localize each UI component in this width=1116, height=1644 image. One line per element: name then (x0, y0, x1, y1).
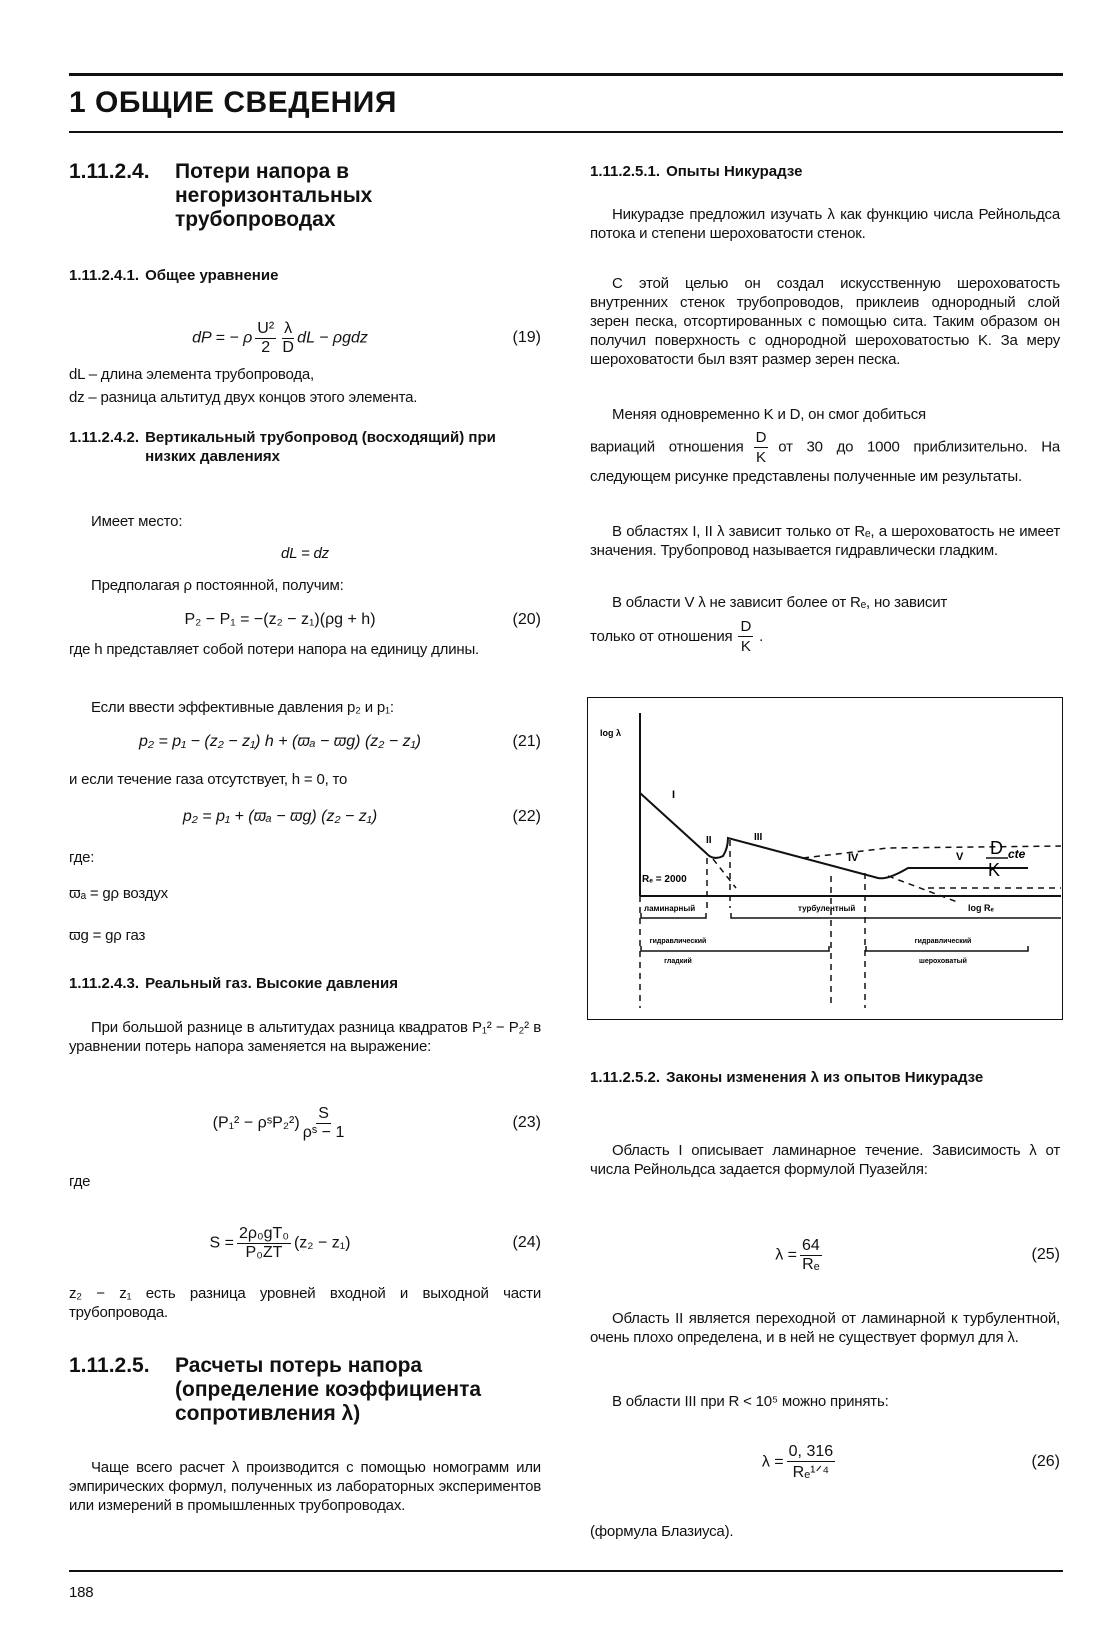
paragraph: Предполагая ρ постоянной, получим: (91, 577, 344, 594)
paragraph: только от отношения $\frac{D}{K}$ . (590, 618, 764, 655)
region-label: II (706, 835, 712, 846)
paragraph: вариаций отношения $\frac{D}{K}$ от 30 до 1000 приблизительно. На следующем рисунке представлены полученные им результаты. (590, 429, 1060, 485)
x-axis-label: log Rₑ (968, 903, 994, 913)
region-label: III (754, 832, 763, 843)
svg-text:гладкий: гладкий (664, 958, 692, 965)
paragraph: Никурадзе предложил изучать λ как функцию числа Рейнольдса потока и степени шероховатости стенок. (590, 206, 1060, 242)
footer-rule (69, 1570, 1063, 1572)
paragraph: dz – разница альтитуд двух концов этого элемента. (69, 389, 418, 406)
paragraph: В области V λ не зависит более от Rₑ, но зависит (612, 594, 948, 611)
equation-26: λ = $\frac{0, 316}{\text{Rₑ¹ᐟ⁴}}$ (26) (761, 1442, 1060, 1481)
paragraph: ϖg = gρ газ (69, 927, 146, 944)
fraction-d-over-k: $\frac{D}{K}$ (755, 429, 767, 466)
region-label: I (672, 789, 676, 801)
page-number: 188 (69, 1584, 94, 1601)
subsection-heading: 1.11.2.5.2. Законы изменения λ из опытов Никурадзе (590, 1069, 984, 1086)
paragraph: С этой целью он создал искусственную шероховатость внутренних стенок трубопроводов, приклеив однородный слой зерен песка, отсортированных с помощью сита. Таким образом он получил поверхность с однородной шероховатостью K. За меру шероховатости был взят размер зерен песка. (590, 275, 1060, 368)
paragraph: В области III при R < 10⁵ можно принять: (612, 1393, 889, 1410)
equation-19: dP = − ρ $\frac{\text{U²}}{2}$ $\frac{\lambda}{D}$ dL − ρgdz (19) (192, 319, 541, 356)
paragraph: В областях I, II λ зависит только от Rₑ, а шероховатость не имеет значения. Трубопровод называется гидравлически гладким. (590, 523, 1060, 559)
paragraph: Область II является переходной от ламинарной к турбулентной, очень плохо определена, и в ней не существует формул для λ. (590, 1310, 1060, 1346)
equation-22: p₂ = p₁ + (ϖₐ − ϖg) (z₂ − z₁) (22) (182, 808, 541, 825)
curve (640, 793, 1028, 878)
nikuradse-diagram (587, 697, 1063, 1020)
equation-24: S = $\frac{\text{2ρ₀gT₀}}{\text{P₀ZT}}$ (z₂ − z₁) (24) (209, 1224, 541, 1261)
svg-text:гидравлический: гидравлический (914, 938, 972, 945)
paragraph: Имеет место: (91, 513, 183, 530)
paragraph: ϖₐ = gρ воздух (69, 885, 168, 902)
svg-text:гидравлический: гидравлический (649, 938, 707, 945)
header-rule (69, 131, 1063, 133)
laminar-label: ламинарный (644, 904, 696, 913)
equation-21: p₂ = p₁ − (z₂ − z₁) h + (ϖₐ − ϖg) (z₂ − z₁) (21) (139, 733, 541, 750)
paragraph: dL – длина элемента трубопровода, (69, 366, 314, 383)
paragraph: и если течение газа отсутствует, h = 0, то (69, 771, 348, 788)
section-heading: 1.11.2.4. Потери напора в негоризонтальных трубопроводах (69, 160, 373, 231)
equation-25: λ = $\frac{64}{\text{Rₑ}}$ (25) (775, 1236, 1060, 1273)
region-label: V (956, 851, 964, 863)
paragraph: Чаще всего расчет λ производится с помощью номограмм или эмпирических формул, полученных из лабораторных экспериментов или измерений в промышленных трубопроводах. (69, 1459, 541, 1514)
subsection-heading: 1.11.2.5.1. Опыты Никурадзе (590, 163, 803, 180)
dk-const: cte (1008, 847, 1026, 861)
re-label: Rₑ = 2000 (642, 874, 687, 885)
turbulent-label: турбулентный (798, 904, 856, 913)
paragraph: Область I описывает ламинарное течение. Зависимость λ от числа Рейнольдса задается формулой Пуазейля: (590, 1142, 1060, 1178)
paragraph: где h представляет собой потери напора на единицу длины. (69, 641, 480, 658)
dk-denominator: K (988, 860, 1001, 880)
subsection-heading: 1.11.2.4.1. Общее уравнение (69, 267, 279, 284)
equation-20: P₂ − P₁ = −(z₂ − z₁)(ρg + h) (20) (184, 611, 541, 628)
paragraph: где: (69, 849, 95, 866)
region-label: IV (848, 852, 859, 864)
paragraph: z₂ − z₁ есть разница уровней входной и выходной части трубопровода. (69, 1285, 541, 1321)
paragraph: (формула Блазиуса). (590, 1523, 734, 1540)
y-axis-label: log λ (600, 728, 622, 738)
dk-numerator: D (990, 838, 1003, 858)
paragraph: Если ввести эффективные давления p₂ и p₁: (91, 699, 394, 716)
equation-23: (P₁² − ρˢP₂²) $\frac{S}{\text{ρˢ − 1}}$ (23) (212, 1104, 541, 1141)
chapter-title: 1 ОБЩИЕ СВЕДЕНИЯ (69, 86, 397, 119)
section-heading: 1.11.2.5. Расчеты потерь напора (определение коэффициента сопротивления λ) (69, 1354, 482, 1425)
paragraph: Меняя одновременно K и D, он смог добиться (612, 406, 926, 423)
paragraph: где (69, 1173, 91, 1190)
paragraph: При большой разнице в альтитудах разница квадратов P₁² − P₂² в уравнении потерь напора заменяется на выражение: (69, 1019, 541, 1055)
equation: dL = dz (281, 545, 329, 562)
subsection-heading: 1.11.2.4.3. Реальный газ. Высокие давления (69, 975, 398, 992)
top-rule (69, 73, 1063, 76)
subsection-heading: 1.11.2.4.2. Вертикальный трубопровод (восходящий) при низких давлениях (69, 429, 496, 465)
svg-text:шероховатый: шероховатый (919, 958, 967, 965)
